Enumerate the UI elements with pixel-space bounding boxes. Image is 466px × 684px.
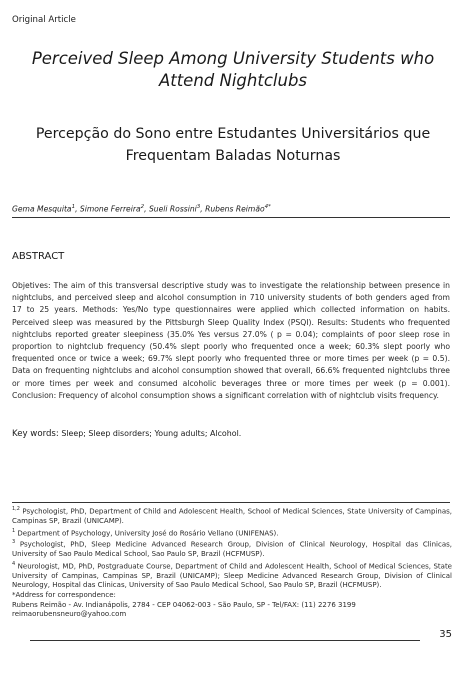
keywords-label: Key words: — [12, 429, 59, 439]
footnote: $^3$ Psychologist, PhD, Sleep Medicine Advanced Research Group, Division of Clinical Neurology, Hospital das Clinicas, University of Sao Paulo Medical School, Sao Paulo SP, Brazil (HCFMUSP). — [12, 539, 452, 559]
author-name: Simone Ferreira — [79, 204, 141, 214]
keywords-list: Sleep; Sleep disorders; Young adults; Alcohol. — [61, 429, 242, 438]
footnotes — [12, 505, 452, 620]
author-affiliation-mark: 2 — [140, 204, 145, 210]
correspondence-label: *Address for correspondence: — [12, 591, 116, 600]
author-name: Gema Mesquita — [12, 204, 72, 214]
footnote: $^4$ Neurologist, MD, PhD, Postgraduate Course, Department of Child and Adolescent Health, School of Medical Sciences, State University of Campinas, Campinas SP, Brazil (UNICAMP); Sleep Medicine Advanced Research Group, Division of Clinical Neurology, Hospital das Clinicas, University of Sao Paulo Medical School, Sao Paulo SP, Brazil (HCFMUSP). — [12, 560, 452, 590]
keywords — [12, 429, 450, 439]
author-affiliation-mark: 3 — [196, 204, 201, 210]
correspondence-address: Rubens Reimão - Av. Indianápolis, 2784 - CEP 04062-003 - São Paulo, SP - Tel/FAX: (11) 2276 3199 — [12, 600, 356, 609]
footnote: $^{1,2}$ Psychologist, PhD, Department of Child and Adolescent Health, School of Medical Sciences, State University of Campinas, Campinas SP, Brazil (UNICAMP). — [12, 506, 452, 525]
footnote: $^1$ Department of Psychology, University José do Rosário Vellano (UNIFENAS). — [12, 527, 279, 537]
author-name: Sueli Rossini — [148, 204, 197, 214]
author-affiliation-mark: 1 — [71, 204, 76, 210]
title-english: Perceived Sleep Among University Students who Attend Nightclubs — [31, 49, 435, 90]
title-portuguese: Percepção do Sono entre Estudantes Universitários que Frequentam Baladas Noturnas — [35, 126, 431, 164]
correspondence-email: reimaorubensneuro@yahoo.com — [12, 610, 127, 619]
page-number: 35 — [439, 629, 452, 640]
abstract-heading: ABSTRACT — [12, 251, 65, 262]
article-type-label: Original Article — [12, 15, 76, 25]
author-divider — [12, 217, 450, 218]
author-name: Rubens Reimão — [205, 204, 265, 214]
page-footer-rule — [30, 640, 420, 641]
abstract-text: Objetives: The aim of this transversal descriptive study was to investigate the relationship between presence in nightclubs, and perceived sleep and alcohol consumption in 710 university students of both genders aged from 17 to 25 years. Methods: Yes/No type questionnaires were applied which collected information on habits. Perceived sleep was measured by the Pittsburgh Sleep Quality Index (PSQI). Results: Students who frequented nightclubs reported greater sleepiness (35.0% Yes versus 27.0% ( p = 0.04); complaints of poor sleep rose in proportion to nightclub frequency (50.4% slept poorly who frequented once a week; 60.3% slept poorly who frequented once or twice a week; 69.7% slept poorly who frequented three or more times per week (p = 0.5). Data on frequenting nightclubs and alcohol consumption showed that overall, 66.6% frequented nightclubs three or more times per week and consumed alcoholic beverages three or more times per week (p = 0.001). Conclusion: Frequency of alcohol consumption shows a significant correlation with of nightclub visits frequency. — [12, 281, 450, 400]
footnote-divider — [12, 502, 450, 503]
author-affiliation-mark: 4* — [264, 204, 271, 210]
author-list: Gema Mesquita$^1$, Simone Ferreira$^2$, Sueli Rossini$^3$, Rubens Reimão$^{4*}$ — [12, 204, 271, 214]
